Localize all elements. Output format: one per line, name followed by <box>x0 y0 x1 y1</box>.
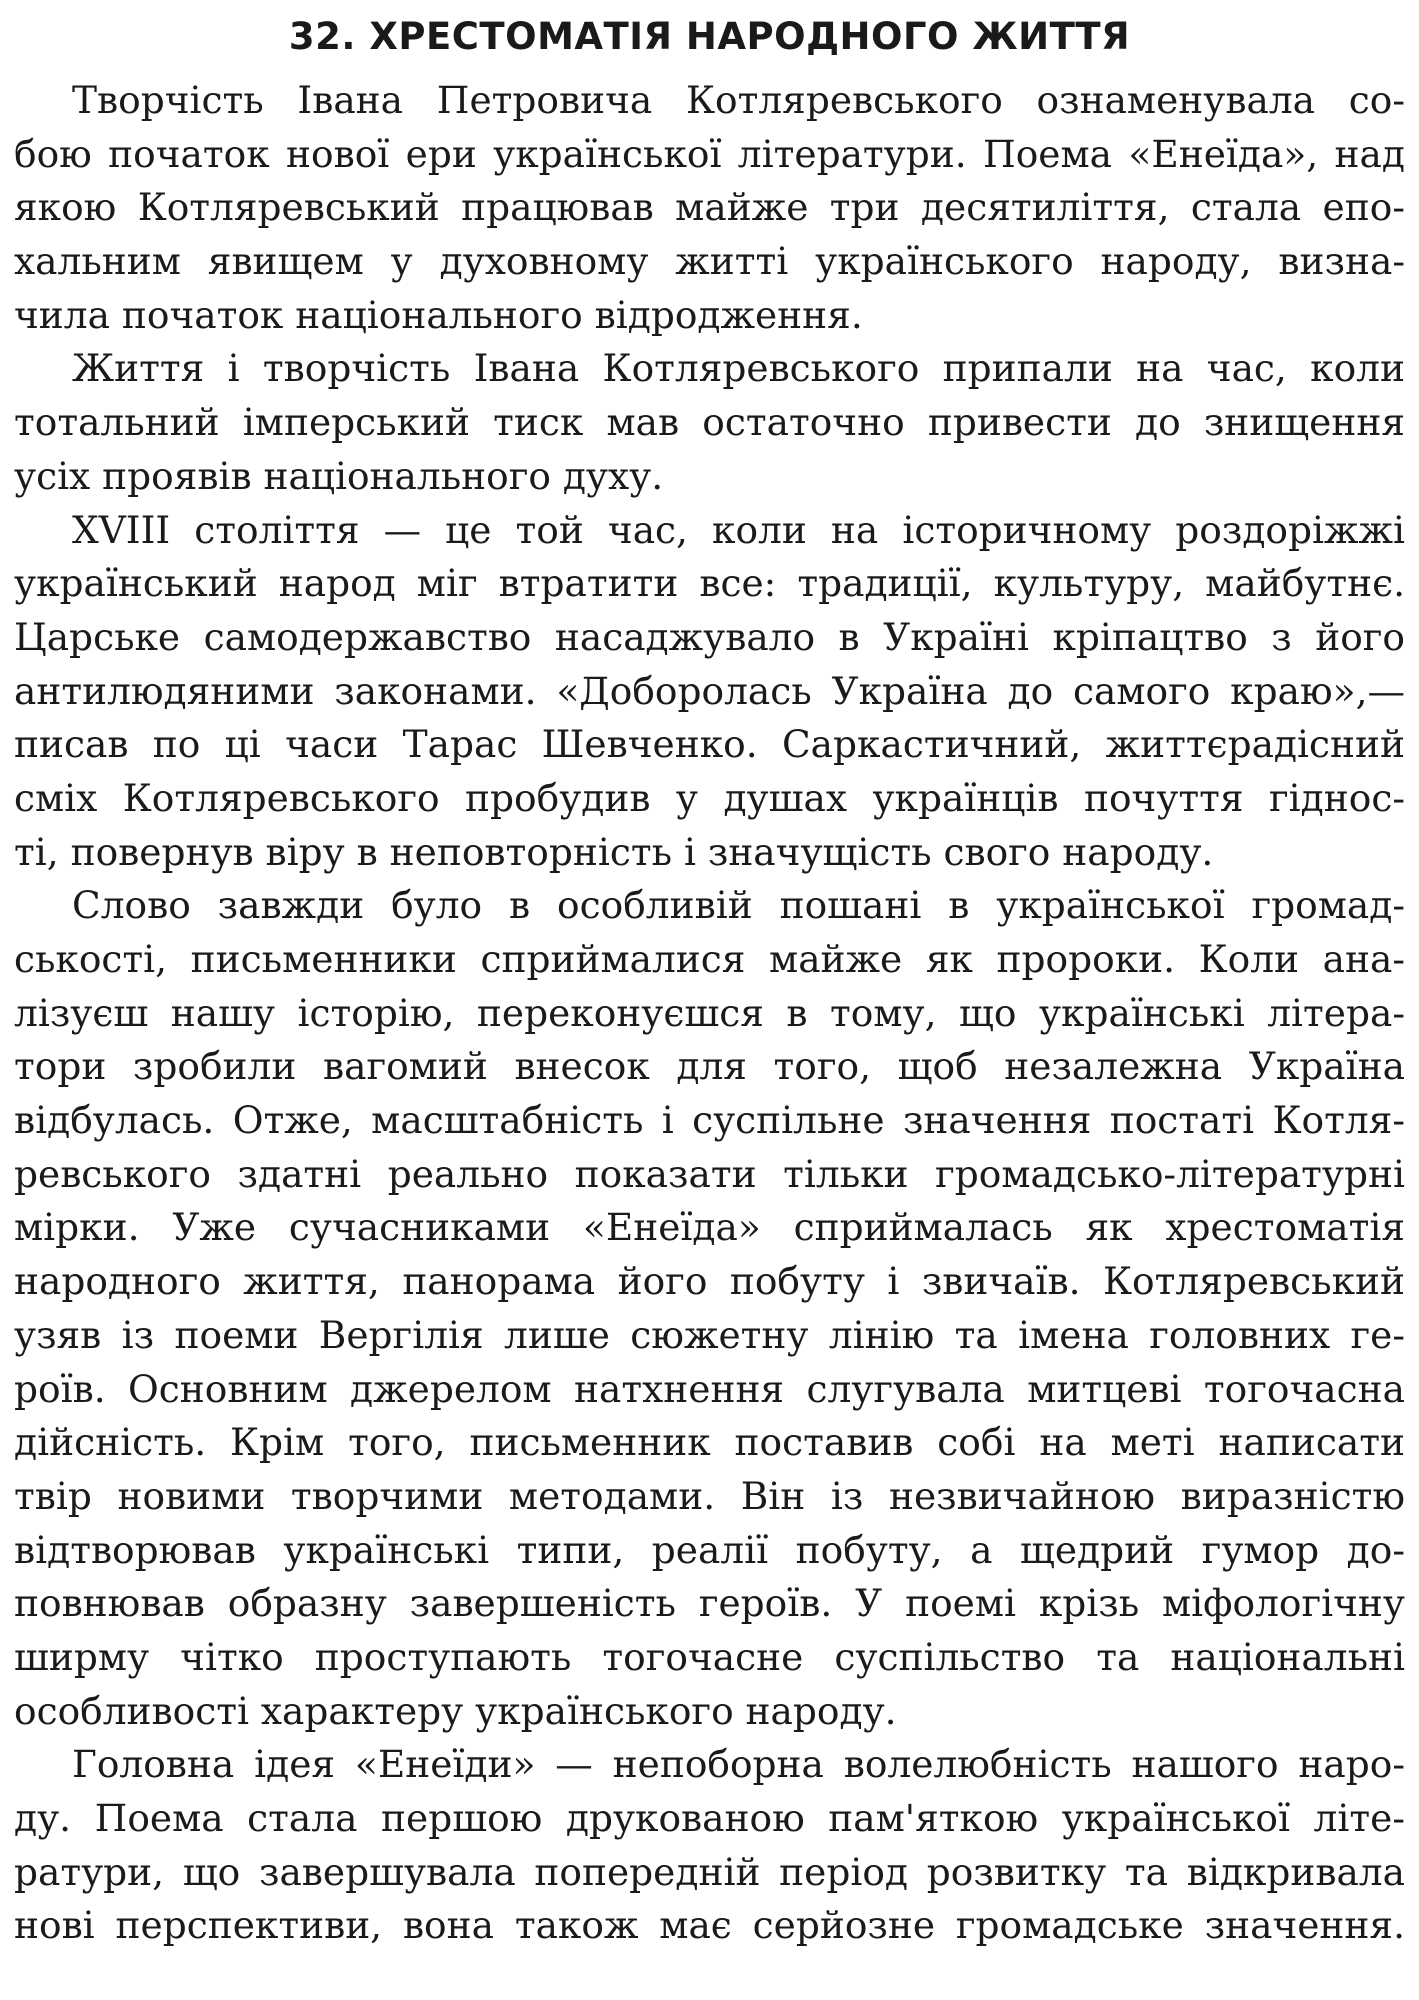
text-line: ду. Поема стала першою друкованою пам'яткою української літе- <box>14 1796 1405 1840</box>
text-line: роїв. Основним джерелом натхнення слугувала митцеві тогочасна <box>14 1366 1405 1411</box>
text-line: народного життя, панорама його побуту і звичаїв. Котляревський <box>14 1259 1405 1304</box>
text-line: відтворював українські типи, реалії побуту, а щедрий гумор до- <box>14 1527 1405 1572</box>
text-line: бою початок нової ери української літератури. Поема «Енеїда», над <box>14 131 1405 176</box>
paragraph <box>14 1738 1405 1953</box>
paragraph <box>14 504 1405 880</box>
text-line: дійсність. Крім того, письменник поставив собі на меті написати <box>14 1420 1405 1465</box>
text-line: ревського здатні реально показати тільки громадсько-літературні <box>14 1151 1405 1196</box>
text-line: чила початок національного відродження. <box>14 292 863 337</box>
text-line: мірки. Уже сучасниками «Енеїда» сприймалась як хрестоматія <box>14 1205 1405 1250</box>
text-line: тори зробили вагомий внесок для того, щоб незалежна Україна <box>14 1044 1405 1089</box>
body-text <box>14 74 1405 1953</box>
text-line: Життя і творчість Івана Котляревського припали на час, коли <box>72 346 1405 391</box>
text-line: усіх проявів національного духу. <box>14 453 664 498</box>
text-line: твір новими творчими методами. Він із незвичайною виразністю <box>14 1473 1405 1518</box>
paragraph <box>14 879 1405 1738</box>
text-line: Царське самодержавство насаджувало в Україні кріпацтво з його <box>14 614 1405 659</box>
text-line: ськості, письменники сприймалися майже як пророки. Коли ана- <box>14 937 1405 981</box>
text-line: Творчість Івана Петровича Котляревського ознаменувала со- <box>72 78 1405 122</box>
text-line: писав по ці часи Тарас Шевченко. Саркастичний, життєрадісний <box>14 722 1405 767</box>
page-title: 32. ХРЕСТОМАТІЯ НАРОДНОГО ЖИТТЯ <box>288 15 1131 58</box>
text-line: узяв із поеми Вергілія лише сюжетну лінію та імена головних ге- <box>14 1312 1405 1357</box>
text-line: тотальний імперський тиск мав остаточно привести до знищення <box>14 400 1405 445</box>
paragraph <box>14 74 1405 342</box>
text-line: хальним явищем у духовному житті українського народу, визна- <box>14 239 1405 284</box>
text-line: нові перспективи, вона також має серйозне громадське значення. <box>14 1903 1405 1948</box>
text-line: лізуєш нашу історію, переконуєшся в тому, що українські літера- <box>14 990 1405 1035</box>
text-line: український народ міг втратити все: традиції, культуру, майбутнє. <box>14 561 1405 606</box>
text-line: XVIII століття — це той час, коли на історичному роздоріжжі <box>72 507 1405 552</box>
text-line: особливості характеру українського народу. <box>14 1688 897 1733</box>
text-line: ті, повернув віру в неповторність і значущість свого народу. <box>14 829 1214 874</box>
text-line: якою Котляревський працював майже три десятиліття, стала епо- <box>14 185 1405 230</box>
paragraph <box>14 342 1405 503</box>
text-line: відбулась. Отже, масштабність і суспільне значення постаті Котля- <box>14 1098 1405 1143</box>
text-line: ратури, що завершувала попередній період розвитку та відкривала <box>14 1849 1405 1894</box>
text-line: повнював образну завершеність героїв. У поемі крізь міфологічну <box>14 1581 1405 1626</box>
text-line: Слово завжди було в особливій пошані в української громад- <box>72 883 1405 928</box>
text-line: сміх Котляревського пробудив у душах українців почуття гіднос- <box>14 775 1405 820</box>
text-line: Головна ідея «Енеїди» — непоборна волелюбність нашого наро- <box>72 1742 1405 1787</box>
text-line: антилюдяними законами. «Доборолась Україна до самого краю»,— <box>14 668 1405 713</box>
text-line: ширму чітко проступають тогочасне суспільство та національні <box>14 1634 1405 1679</box>
